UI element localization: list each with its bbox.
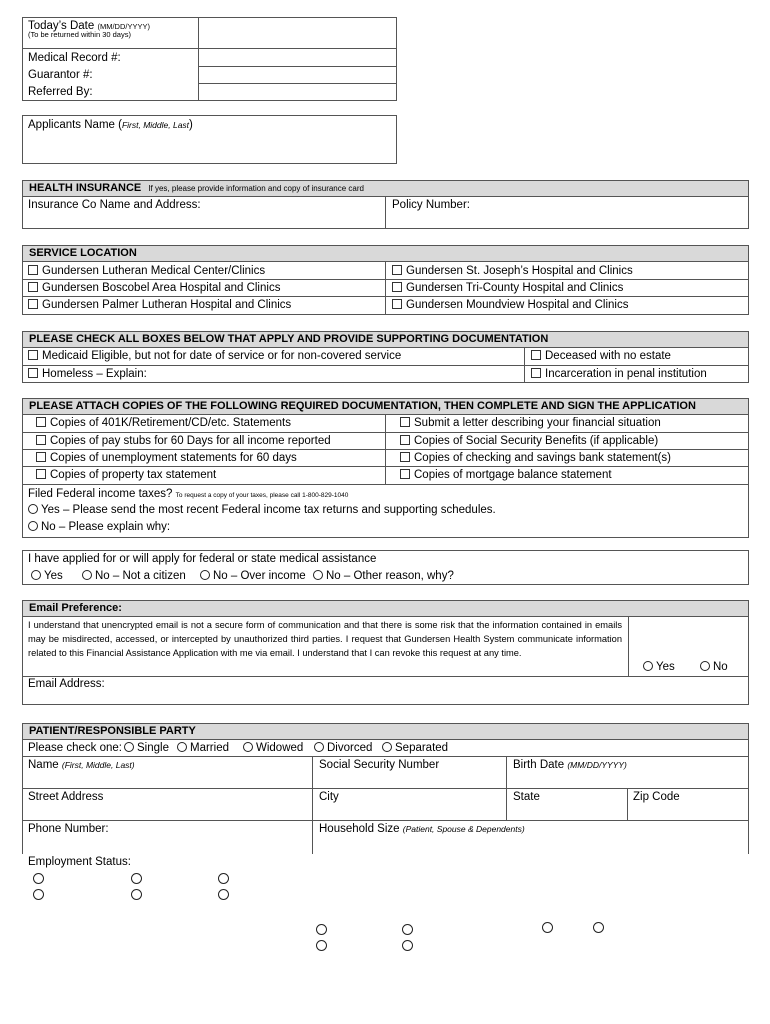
radio-icon	[124, 742, 134, 752]
radio-icon	[28, 521, 38, 531]
radio-icon	[31, 570, 41, 580]
birth-date-label: Birth Date (MM/DD/YYYY)	[513, 759, 627, 771]
radio-icon	[243, 742, 253, 752]
radio-icon[interactable]	[131, 873, 142, 884]
assistance-question: I have applied for or will apply for federal or state medical assistance	[28, 553, 377, 565]
status-separated[interactable]: Separated	[382, 741, 448, 755]
referred-by-label: Referred By:	[28, 86, 93, 98]
policy-number-label: Policy Number:	[392, 199, 470, 211]
date-field[interactable]	[199, 18, 396, 48]
checkbox-icon	[28, 265, 38, 275]
radio-icon	[643, 661, 653, 671]
doc-option[interactable]: Copies of mortgage balance statement	[400, 468, 612, 482]
service-location-header: SERVICE LOCATION	[22, 245, 749, 262]
radio-icon[interactable]	[33, 873, 44, 884]
referred-by-field[interactable]	[199, 84, 396, 100]
status-divorced[interactable]: Divorced	[314, 741, 372, 755]
street-address-label: Street Address	[28, 791, 104, 803]
date-format: (MM/DD/YYYY)	[97, 22, 150, 31]
filed-taxes-label: Filed Federal income taxes? To request a copy of your taxes, please call 1-800-829-1040	[28, 488, 349, 500]
status-married[interactable]: Married	[177, 741, 229, 755]
checkbox-icon	[28, 368, 38, 378]
checkbox-icon	[400, 452, 410, 462]
radio-icon	[314, 742, 324, 752]
phone-number-label: Phone Number:	[28, 823, 109, 835]
checkbox-icon	[392, 265, 402, 275]
taxes-no-option[interactable]: No – Please explain why:	[28, 520, 170, 534]
checkbox-icon	[531, 350, 541, 360]
medical-record-label: Medical Record #:	[28, 52, 121, 64]
health-insurance-header: HEALTH INSURANCE If yes, please provide information and copy of insurance card	[22, 180, 749, 197]
checkbox-icon	[392, 282, 402, 292]
date-note: (To be returned within 30 days)	[28, 30, 131, 39]
guarantor-label: Guarantor #:	[28, 69, 93, 81]
email-no-option[interactable]: No	[700, 660, 728, 674]
radio-icon	[28, 504, 38, 514]
service-option[interactable]: Gundersen Lutheran Medical Center/Clinics	[28, 264, 265, 278]
radio-icon	[700, 661, 710, 671]
radio-icon[interactable]	[593, 922, 604, 933]
status-widowed[interactable]: Widowed	[243, 741, 303, 755]
eligibility-option[interactable]: Incarceration in penal institution	[531, 367, 707, 381]
name-label: Name (First, Middle, Last)	[28, 759, 135, 771]
applicant-name-label: Applicants Name (First, Middle, Last)	[28, 119, 193, 131]
city-label: City	[319, 791, 339, 803]
checkbox-icon	[531, 368, 541, 378]
eligibility-option[interactable]: Deceased with no estate	[531, 349, 671, 363]
assistance-other[interactable]: No – Other reason, why?	[313, 569, 454, 583]
status-single[interactable]: Single	[124, 741, 169, 755]
radio-icon[interactable]	[218, 873, 229, 884]
doc-option[interactable]: Copies of pay stubs for 60 Days for all income reported	[36, 434, 331, 448]
email-preference-header: Email Preference:	[22, 600, 749, 617]
doc-option[interactable]: Copies of property tax statement	[36, 468, 216, 482]
radio-icon[interactable]	[316, 940, 327, 951]
checkbox-icon	[36, 417, 46, 427]
doc-option[interactable]: Copies of Social Security Benefits (if applicable)	[400, 434, 658, 448]
ssn-label: Social Security Number	[319, 759, 440, 771]
assistance-not-citizen[interactable]: No – Not a citizen	[82, 569, 186, 583]
date-label: Today’s Date	[28, 20, 95, 32]
medical-record-field[interactable]	[199, 49, 396, 66]
doc-option[interactable]: Copies of 401K/Retirement/CD/etc. Statements	[36, 416, 291, 430]
radio-icon[interactable]	[33, 889, 44, 900]
marital-status-label: Please check one:	[28, 742, 122, 754]
radio-icon	[82, 570, 92, 580]
checkbox-icon	[36, 435, 46, 445]
eligibility-option[interactable]: Medicaid Eligible, but not for date of service or for non-covered service	[28, 349, 401, 363]
doc-option[interactable]: Submit a letter describing your financial situation	[400, 416, 661, 430]
checkbox-icon	[28, 299, 38, 309]
service-option[interactable]: Gundersen St. Joseph’s Hospital and Clinics	[392, 264, 633, 278]
checkbox-icon	[28, 350, 38, 360]
radio-icon	[313, 570, 323, 580]
employment-status-label: Employment Status:	[28, 856, 131, 868]
email-address-label: Email Address:	[28, 678, 105, 690]
radio-icon[interactable]	[218, 889, 229, 900]
checkbox-icon	[392, 299, 402, 309]
zip-code-label: Zip Code	[633, 791, 680, 803]
email-yes-option[interactable]: Yes	[643, 660, 675, 674]
email-consent-text: I understand that unencrypted email is not a secure form of communication and that there is some risk that the information contained in emails may be misdirected, accessed, or intercepted by unauthorized third parties. I request that Gundersen Health System communicate information related to this Financial Assistance Application with me via email. I understand that I can revoke this request at any time.	[28, 620, 622, 658]
checkbox-icon	[400, 435, 410, 445]
assistance-yes[interactable]: Yes	[31, 569, 63, 583]
checkbox-icon	[28, 282, 38, 292]
check-boxes-header: PLEASE CHECK ALL BOXES BELOW THAT APPLY AND PROVIDE SUPPORTING DOCUMENTATION	[22, 331, 749, 348]
service-option[interactable]: Gundersen Palmer Lutheran Hospital and Clinics	[28, 298, 291, 312]
radio-icon[interactable]	[316, 924, 327, 935]
service-option[interactable]: Gundersen Boscobel Area Hospital and Clinics	[28, 281, 280, 295]
email-address-field[interactable]	[23, 692, 748, 704]
documentation-header: PLEASE ATTACH COPIES OF THE FOLLOWING REQUIRED DOCUMENTATION, THEN COMPLETE AND SIGN THE APPLICATION	[22, 398, 749, 415]
patient-header: PATIENT/RESPONSIBLE PARTY	[22, 723, 749, 740]
guarantor-field[interactable]	[199, 67, 396, 83]
checkbox-icon	[400, 469, 410, 479]
radio-icon[interactable]	[131, 889, 142, 900]
service-option[interactable]: Gundersen Tri-County Hospital and Clinics	[392, 281, 623, 295]
checkbox-icon	[400, 417, 410, 427]
assistance-over-income[interactable]: No – Over income	[200, 569, 306, 583]
radio-icon[interactable]	[402, 924, 413, 935]
taxes-yes-option[interactable]: Yes – Please send the most recent Federal income tax returns and supporting schedules.	[28, 503, 496, 517]
eligibility-option[interactable]: Homeless – Explain:	[28, 367, 147, 381]
doc-option[interactable]: Copies of unemployment statements for 60 days	[36, 451, 297, 465]
insurance-company-label: Insurance Co Name and Address:	[28, 199, 201, 211]
radio-icon	[177, 742, 187, 752]
radio-icon[interactable]	[542, 922, 553, 933]
checkbox-icon	[36, 469, 46, 479]
state-label: State	[513, 791, 540, 803]
doc-option[interactable]: Copies of checking and savings bank statement(s)	[400, 451, 671, 465]
checkbox-icon	[36, 452, 46, 462]
radio-icon[interactable]	[402, 940, 413, 951]
service-option[interactable]: Gundersen Moundview Hospital and Clinics	[392, 298, 628, 312]
radio-icon	[382, 742, 392, 752]
radio-icon	[200, 570, 210, 580]
household-size-label: Household Size (Patient, Spouse & Dependents)	[319, 823, 525, 835]
